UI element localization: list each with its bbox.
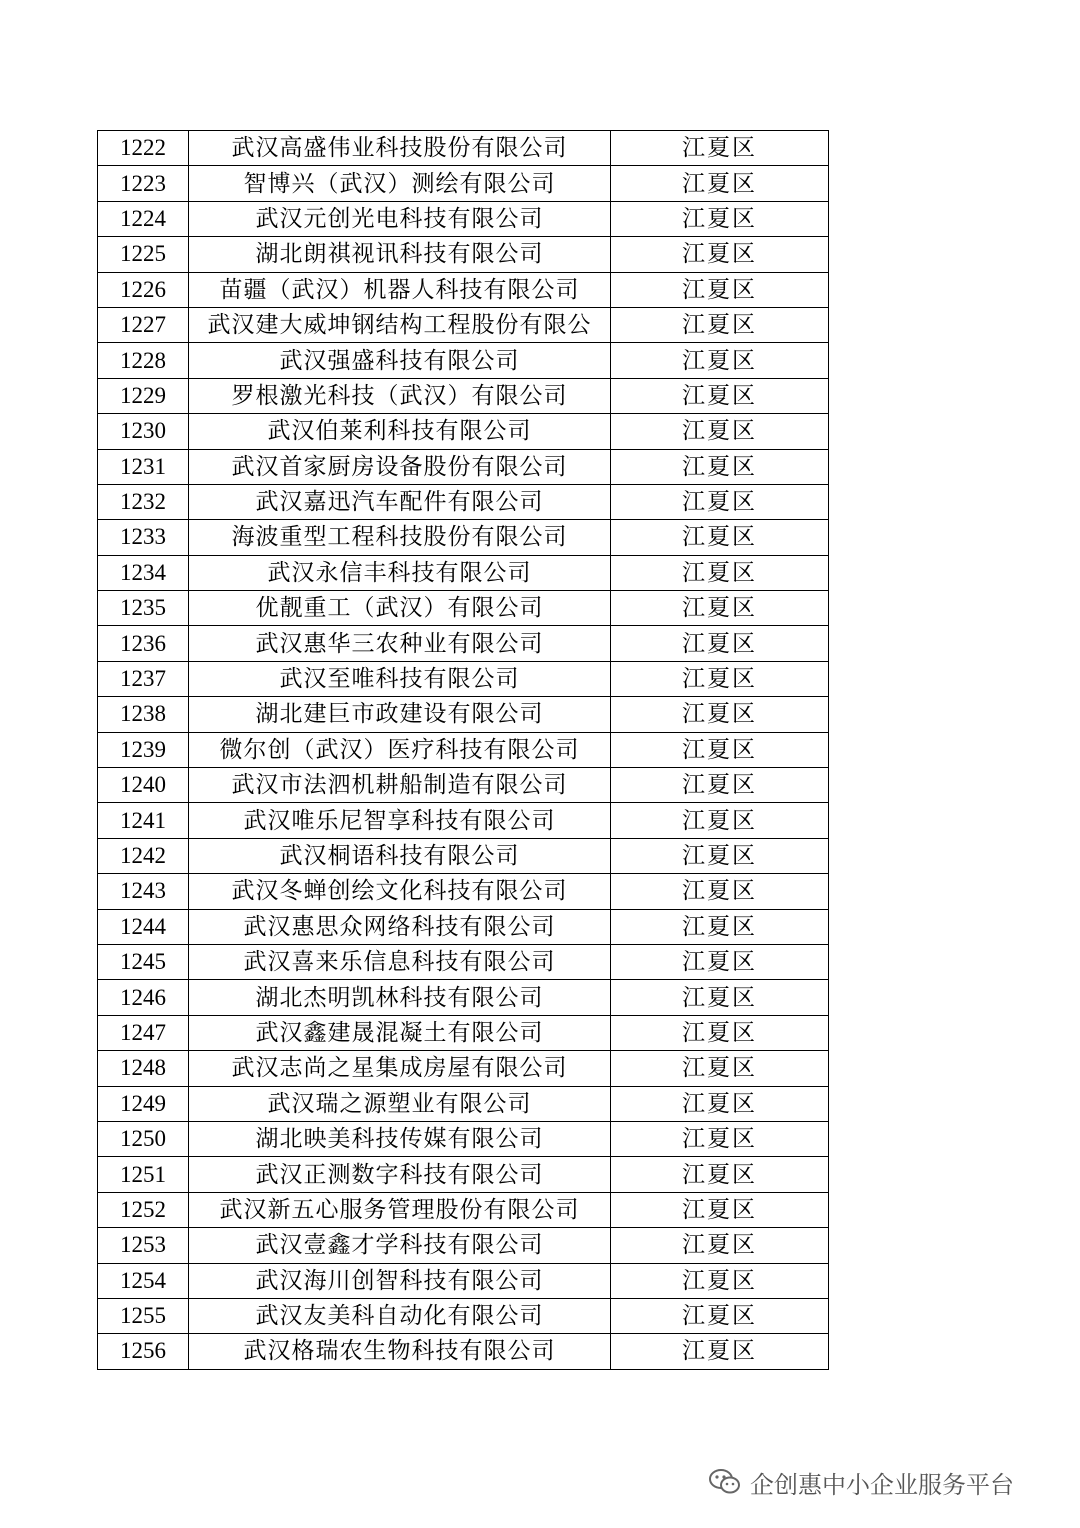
- district-name: 江夏区: [611, 555, 829, 590]
- row-number: 1246: [98, 980, 189, 1015]
- row-number: 1227: [98, 307, 189, 342]
- company-name: 武汉元创光电科技有限公司: [189, 201, 611, 236]
- company-name: 武汉市法泗机耕船制造有限公司: [189, 768, 611, 803]
- district-name: 江夏区: [611, 980, 829, 1015]
- company-name: 武汉唯乐尼智享科技有限公司: [189, 803, 611, 838]
- table-row: [98, 307, 829, 342]
- table-row: [98, 591, 829, 626]
- row-number: 1235: [98, 591, 189, 626]
- company-name: 武汉新五心服务管理股份有限公司: [189, 1192, 611, 1227]
- table-row: [98, 484, 829, 519]
- district-name: 江夏区: [611, 201, 829, 236]
- row-number: 1244: [98, 909, 189, 944]
- district-name: 江夏区: [611, 803, 829, 838]
- table-row: [98, 909, 829, 944]
- company-name: 优靓重工（武汉）有限公司: [189, 591, 611, 626]
- table-row: [98, 1051, 829, 1086]
- company-name: 武汉高盛伟业科技股份有限公司: [189, 131, 611, 166]
- table-row: [98, 449, 829, 484]
- table-row: [98, 1228, 829, 1263]
- table-row: [98, 378, 829, 413]
- row-number: 1222: [98, 131, 189, 166]
- district-name: 江夏区: [611, 732, 829, 767]
- table-row: [98, 555, 829, 590]
- company-name: 武汉建大威坤钢结构工程股份有限公: [189, 307, 611, 342]
- row-number: 1242: [98, 838, 189, 873]
- company-name: 武汉首家厨房设备股份有限公司: [189, 449, 611, 484]
- company-name: 武汉壹鑫才学科技有限公司: [189, 1228, 611, 1263]
- row-number: 1236: [98, 626, 189, 661]
- company-name: 武汉伯莱利科技有限公司: [189, 414, 611, 449]
- row-number: 1249: [98, 1086, 189, 1121]
- table-row: [98, 131, 829, 166]
- district-name: 江夏区: [611, 591, 829, 626]
- district-name: 江夏区: [611, 1051, 829, 1086]
- company-name: 武汉格瑞农生物科技有限公司: [189, 1334, 611, 1369]
- table-row: [98, 414, 829, 449]
- company-name: 湖北建巨市政建设有限公司: [189, 697, 611, 732]
- row-number: 1251: [98, 1157, 189, 1192]
- row-number: 1248: [98, 1051, 189, 1086]
- row-number: 1228: [98, 343, 189, 378]
- row-number: 1237: [98, 661, 189, 696]
- district-name: 江夏区: [611, 449, 829, 484]
- company-name: 武汉喜来乐信息科技有限公司: [189, 944, 611, 979]
- table-row: [98, 768, 829, 803]
- district-name: 江夏区: [611, 414, 829, 449]
- table-row: [98, 343, 829, 378]
- table-row: [98, 838, 829, 873]
- table-row: [98, 626, 829, 661]
- row-number: 1223: [98, 166, 189, 201]
- district-name: 江夏区: [611, 272, 829, 307]
- row-number: 1232: [98, 484, 189, 519]
- table-row: [98, 520, 829, 555]
- table-row: [98, 1192, 829, 1227]
- district-name: 江夏区: [611, 1086, 829, 1121]
- district-name: 江夏区: [611, 661, 829, 696]
- table-row: [98, 166, 829, 201]
- table-row: [98, 1298, 829, 1333]
- table-row: [98, 980, 829, 1015]
- company-name: 武汉友美科自动化有限公司: [189, 1298, 611, 1333]
- row-number: 1255: [98, 1298, 189, 1333]
- company-name: 罗根激光科技（武汉）有限公司: [189, 378, 611, 413]
- wechat-icon: [708, 1467, 742, 1497]
- row-number: 1253: [98, 1228, 189, 1263]
- company-name: 武汉桐语科技有限公司: [189, 838, 611, 873]
- company-name: 微尔创（武汉）医疗科技有限公司: [189, 732, 611, 767]
- company-name: 武汉瑞之源塑业有限公司: [189, 1086, 611, 1121]
- table-row: [98, 803, 829, 838]
- district-name: 江夏区: [611, 166, 829, 201]
- table-row: [98, 874, 829, 909]
- row-number: 1241: [98, 803, 189, 838]
- row-number: 1239: [98, 732, 189, 767]
- district-name: 江夏区: [611, 520, 829, 555]
- row-number: 1234: [98, 555, 189, 590]
- district-name: 江夏区: [611, 1263, 829, 1298]
- row-number: 1250: [98, 1121, 189, 1156]
- company-name: 武汉永信丰科技有限公司: [189, 555, 611, 590]
- district-name: 江夏区: [611, 1015, 829, 1050]
- table-row: [98, 661, 829, 696]
- row-number: 1254: [98, 1263, 189, 1298]
- row-number: 1256: [98, 1334, 189, 1369]
- row-number: 1230: [98, 414, 189, 449]
- company-name: 武汉海川创智科技有限公司: [189, 1263, 611, 1298]
- row-number: 1243: [98, 874, 189, 909]
- district-name: 江夏区: [611, 343, 829, 378]
- company-name: 智博兴（武汉）测绘有限公司: [189, 166, 611, 201]
- row-number: 1245: [98, 944, 189, 979]
- company-name: 武汉惠思众网络科技有限公司: [189, 909, 611, 944]
- company-name: 武汉正测数字科技有限公司: [189, 1157, 611, 1192]
- table-row: [98, 1334, 829, 1369]
- row-number: 1229: [98, 378, 189, 413]
- company-name: 武汉志尚之星集成房屋有限公司: [189, 1051, 611, 1086]
- district-name: 江夏区: [611, 838, 829, 873]
- company-name: 海波重型工程科技股份有限公司: [189, 520, 611, 555]
- row-number: 1252: [98, 1192, 189, 1227]
- company-name: 湖北杰明凯林科技有限公司: [189, 980, 611, 1015]
- district-name: 江夏区: [611, 1334, 829, 1369]
- district-name: 江夏区: [611, 909, 829, 944]
- table-row: [98, 1263, 829, 1298]
- district-name: 江夏区: [611, 1298, 829, 1333]
- row-number: 1240: [98, 768, 189, 803]
- watermark: [708, 1462, 1014, 1502]
- table-row: [98, 272, 829, 307]
- company-name: 武汉鑫建晟混凝土有限公司: [189, 1015, 611, 1050]
- table-row: [98, 1015, 829, 1050]
- district-name: 江夏区: [611, 697, 829, 732]
- company-name: 武汉至唯科技有限公司: [189, 661, 611, 696]
- district-name: 江夏区: [611, 484, 829, 519]
- watermark-text: 企创惠中小企业服务平台: [750, 1470, 1014, 1499]
- row-number: 1247: [98, 1015, 189, 1050]
- district-name: 江夏区: [611, 626, 829, 661]
- district-name: 江夏区: [611, 237, 829, 272]
- company-name: 武汉冬蝉创绘文化科技有限公司: [189, 874, 611, 909]
- company-name: 湖北映美科技传媒有限公司: [189, 1121, 611, 1156]
- row-number: 1224: [98, 201, 189, 236]
- row-number: 1233: [98, 520, 189, 555]
- table-row: [98, 201, 829, 236]
- company-table: [97, 130, 829, 1370]
- district-name: 江夏区: [611, 874, 829, 909]
- district-name: 江夏区: [611, 1228, 829, 1263]
- row-number: 1226: [98, 272, 189, 307]
- company-name: 武汉嘉迅汽车配件有限公司: [189, 484, 611, 519]
- table-row: [98, 732, 829, 767]
- company-name: 湖北朗祺视讯科技有限公司: [189, 237, 611, 272]
- company-name: 武汉惠华三农种业有限公司: [189, 626, 611, 661]
- table-row: [98, 944, 829, 979]
- row-number: 1238: [98, 697, 189, 732]
- company-name: 武汉强盛科技有限公司: [189, 343, 611, 378]
- table-row: [98, 1157, 829, 1192]
- company-name: 苗疆（武汉）机器人科技有限公司: [189, 272, 611, 307]
- table-row: [98, 697, 829, 732]
- table-row: [98, 1121, 829, 1156]
- district-name: 江夏区: [611, 1121, 829, 1156]
- district-name: 江夏区: [611, 131, 829, 166]
- row-number: 1231: [98, 449, 189, 484]
- district-name: 江夏区: [611, 378, 829, 413]
- table-row: [98, 1086, 829, 1121]
- district-name: 江夏区: [611, 944, 829, 979]
- district-name: 江夏区: [611, 1192, 829, 1227]
- table-body: [98, 131, 829, 1370]
- district-name: 江夏区: [611, 1157, 829, 1192]
- table-row: [98, 237, 829, 272]
- district-name: 江夏区: [611, 768, 829, 803]
- row-number: 1225: [98, 237, 189, 272]
- district-name: 江夏区: [611, 307, 829, 342]
